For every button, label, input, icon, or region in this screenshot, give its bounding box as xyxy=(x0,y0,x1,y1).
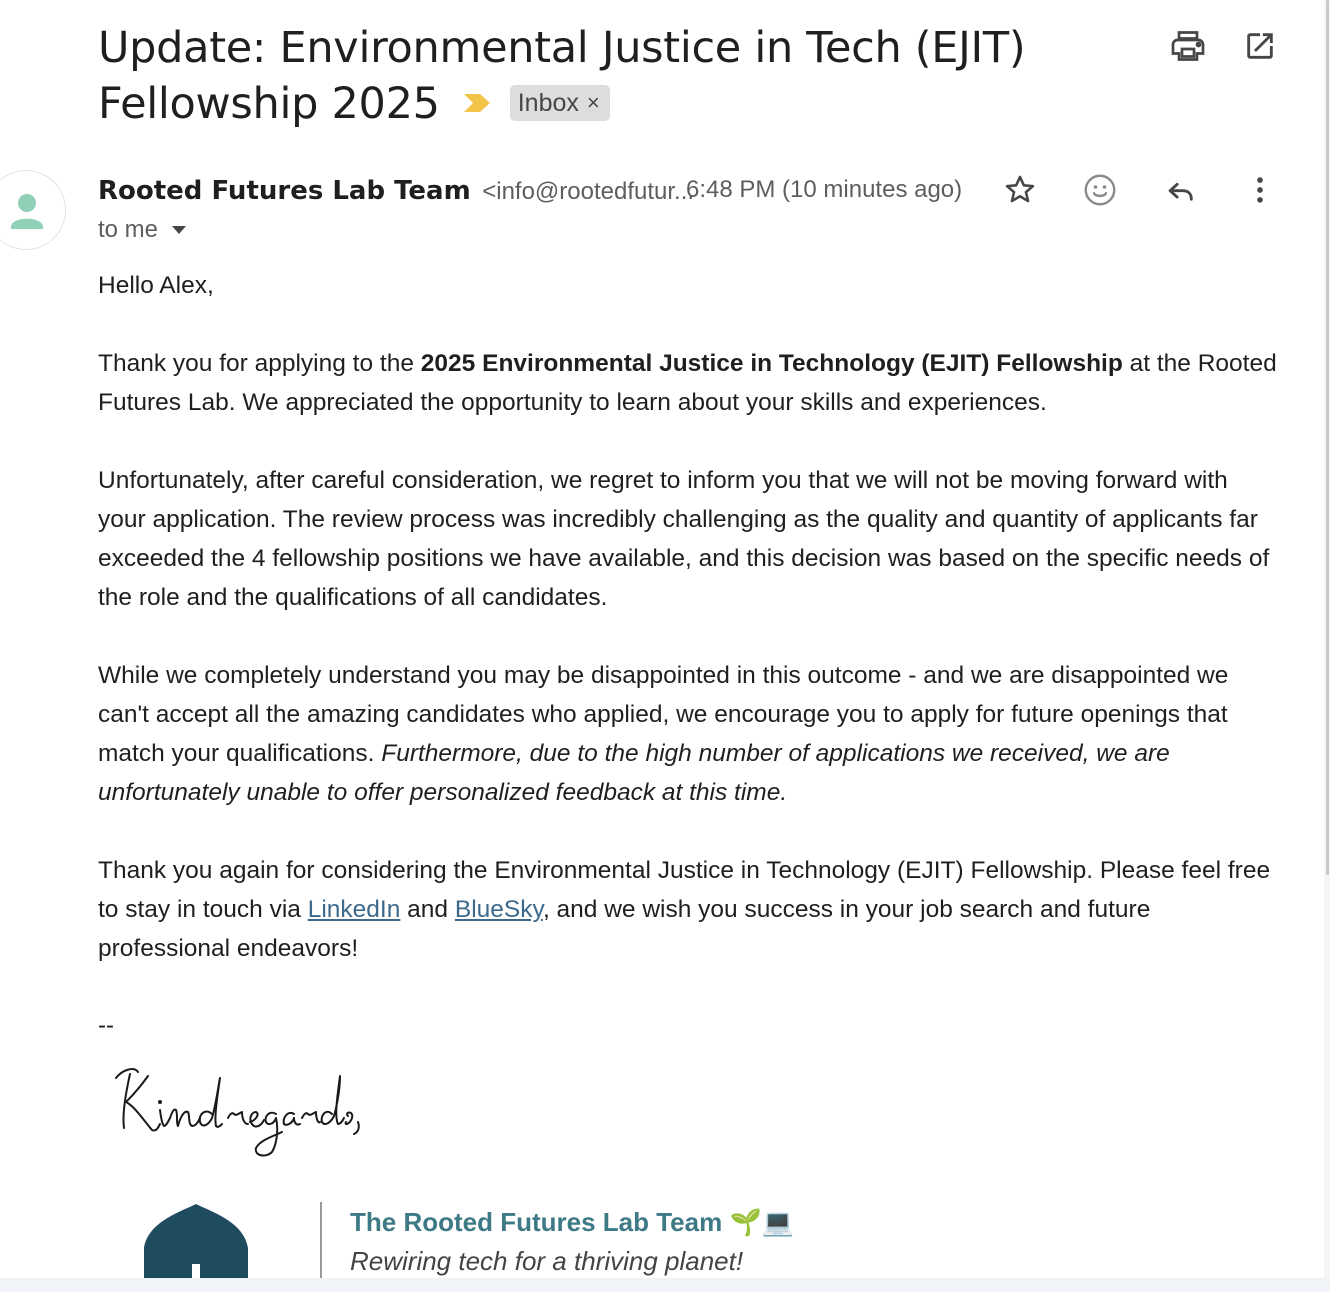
signature-team-name: The Rooted Futures Lab Team 🌱💻 xyxy=(350,1207,795,1237)
more-options-icon[interactable] xyxy=(1240,170,1280,210)
open-in-new-window-icon[interactable] xyxy=(1240,26,1280,66)
reply-icon[interactable] xyxy=(1160,170,1200,210)
sender-avatar[interactable] xyxy=(0,170,66,250)
sender-email[interactable]: <info@rootedfutur... xyxy=(482,178,695,205)
signature-tagline: Rewiring tech for a thriving planet! xyxy=(350,1246,744,1276)
signature-separator: -- xyxy=(98,1012,114,1039)
body-paragraph-2: Unfortunately, after careful consideration, we regret to inform you that we will not be moving forward with your application. The review process was incredibly challenging as the quality and quantity of applicants far exceeded the 4 fellowship positions we have available, and this decision was based on the specific needs of the role and the qualifications of all candidates. xyxy=(98,467,1270,611)
body-text: and xyxy=(400,896,455,923)
chevron-down-icon xyxy=(172,226,186,234)
email-subject xyxy=(98,20,1098,132)
bluesky-link[interactable]: BlueSky xyxy=(454,896,543,923)
body-text: Thank you again for considering the Environmental Justice in Technology (EJIT) Fellowship. Please feel free to stay in touch via xyxy=(98,857,1271,923)
importance-marker-icon[interactable] xyxy=(462,92,492,114)
emoji-reaction-icon[interactable] xyxy=(1080,170,1120,210)
greeting: Hello Alex, xyxy=(98,272,214,299)
body-text: at the Rooted Futures Lab. We appreciated the opportunity to learn about your skills and experiences. xyxy=(98,350,1277,416)
sender-name[interactable]: Rooted Futures Lab Team xyxy=(98,176,471,206)
linkedin-link[interactable]: LinkedIn xyxy=(307,896,401,923)
message-time[interactable]: 6:48 PM (10 minutes ago) xyxy=(686,176,963,203)
person-icon xyxy=(0,171,66,250)
body-text: , and we wish you success in your job search and future professional endeavors! xyxy=(98,896,1151,962)
label-chip-inbox xyxy=(510,85,610,121)
body-paragraph-4 xyxy=(98,851,1278,968)
print-icon[interactable] xyxy=(1168,26,1208,66)
body-text: While we completely understand you may be disappointed in this outcome - and we are disappointed we can't accept all the amazing candidates who applied, we encourage you to apply for future openings that match your qualifications. xyxy=(98,662,1229,767)
body-paragraph-3 xyxy=(98,656,1278,812)
recipient-details-toggle[interactable] xyxy=(98,212,186,248)
label-chip-text: Inbox xyxy=(517,88,579,117)
signature-divider xyxy=(320,1202,322,1278)
scrollbar-thumb[interactable] xyxy=(1326,0,1329,875)
subject-text: Update: Environmental Justice in Tech (EJIT) Fellowship 2025 xyxy=(98,23,1026,129)
sender-line xyxy=(98,170,694,212)
rooted-futures-lab-logo xyxy=(140,1200,252,1278)
recipient-text: to me xyxy=(98,216,159,243)
feedback-note: Furthermore, due to the high number of applications we received, we are unfortunately unable to offer personalized feedback at this time. xyxy=(98,740,1170,806)
star-icon[interactable] xyxy=(1000,170,1040,210)
remove-label-icon[interactable]: × xyxy=(586,89,600,115)
email-body xyxy=(98,266,1278,1007)
bottom-edge xyxy=(0,1278,1330,1292)
body-text: Thank you for applying to the xyxy=(98,350,421,377)
body-paragraph-1 xyxy=(98,344,1278,422)
fellowship-name: 2025 Environmental Justice in Technology (EJIT) Fellowship xyxy=(420,350,1123,377)
handwritten-signature-image xyxy=(108,1052,368,1162)
